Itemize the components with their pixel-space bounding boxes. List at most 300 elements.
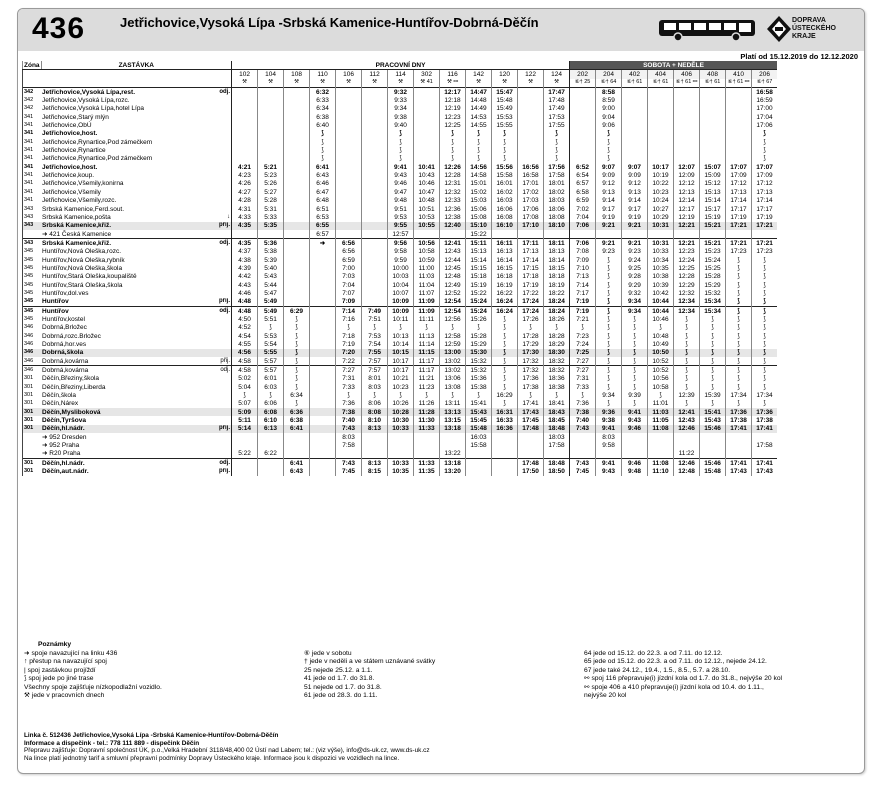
time-cell: ⟆	[284, 315, 310, 323]
note-line: ⟆ spoj jede po jiné trase	[24, 675, 94, 683]
time-cell: ⟆	[726, 340, 752, 348]
time-cell: 10:29	[648, 213, 674, 221]
time-cell: 17:07	[726, 163, 752, 171]
time-cell: ⟆	[674, 383, 700, 391]
notes-col1	[24, 650, 162, 700]
table-row	[23, 239, 778, 248]
stop-direction	[203, 400, 232, 408]
stop-direction	[203, 205, 232, 213]
time-cell: 15:06	[466, 205, 492, 213]
time-cell: ⟆	[700, 332, 726, 340]
time-cell	[284, 213, 310, 221]
time-cell: 10:24	[648, 197, 674, 205]
time-cell: ⟆	[284, 400, 310, 408]
time-cell: ⟆	[752, 366, 778, 375]
time-cell	[544, 230, 570, 239]
transport-logo-icon	[766, 15, 792, 43]
train-number: 302	[414, 70, 440, 79]
zone-cell: 343	[23, 239, 42, 248]
stop-name: Jetřichovice,Všemily,rozc.	[42, 197, 117, 205]
time-cell: 17:58	[544, 171, 570, 179]
time-cell: ⟆	[466, 391, 492, 399]
time-cell: 10:46	[648, 315, 674, 323]
time-cell	[570, 96, 596, 104]
time-cell: ⟆	[310, 138, 336, 146]
stop-direction	[203, 248, 232, 256]
note-line: 65 jede od 15.12. do 22.3. a od 7.11. do 12.12., nejede 24.12.	[584, 658, 767, 666]
time-cell: 12:23	[440, 113, 466, 121]
time-cell: 12:12	[674, 180, 700, 188]
table-row	[23, 138, 778, 146]
time-cell: 15:55	[492, 121, 518, 129]
time-cell: 11:14	[414, 340, 440, 348]
time-cell: 7:06	[570, 222, 596, 230]
zone-cell: 342	[23, 96, 42, 104]
stop-direction: odj.	[203, 459, 232, 468]
time-cell: 17:26	[518, 315, 544, 323]
time-cell: ⟆	[544, 138, 570, 146]
time-cell	[648, 230, 674, 239]
time-cell: 13:02	[440, 366, 466, 375]
time-cell	[258, 138, 284, 146]
time-cell	[310, 375, 336, 383]
time-cell: ⟆	[752, 146, 778, 154]
stop-direction	[203, 441, 232, 449]
time-cell: ⟆	[726, 306, 752, 315]
time-cell	[622, 88, 648, 97]
note-line: 51 nejede od 1.7. do 31.8.	[304, 683, 382, 691]
time-cell: ⟆	[700, 357, 726, 366]
time-cell: 7:36	[336, 400, 362, 408]
time-cell: 6:29	[284, 306, 310, 315]
table-row	[23, 146, 778, 154]
time-cell: 9:09	[596, 171, 622, 179]
time-cell: 9:47	[388, 188, 414, 196]
time-cell: 11:08	[648, 425, 674, 433]
stop-direction	[203, 138, 232, 146]
stop-direction	[203, 264, 232, 272]
time-cell: 15:10	[466, 222, 492, 230]
time-cell: 17:53	[544, 113, 570, 121]
note-line: Všechny spoje zajišťuje nízkopodlažní vozidlo.	[24, 683, 162, 691]
time-cell: 7:02	[570, 205, 596, 213]
time-cell: 10:46	[414, 180, 440, 188]
time-cell: ⟆	[674, 332, 700, 340]
time-cell: 9:59	[388, 256, 414, 264]
time-cell	[674, 433, 700, 441]
time-cell: 11:07	[414, 289, 440, 297]
timetable-grid	[22, 61, 777, 476]
time-cell: 15:19	[700, 213, 726, 221]
time-cell: 17:13	[726, 188, 752, 196]
time-cell: 12:14	[674, 197, 700, 205]
time-cell: 17:24	[518, 298, 544, 307]
time-cell: 10:11	[388, 315, 414, 323]
time-cell: ⟆	[232, 391, 258, 399]
time-cell: 10:53	[414, 213, 440, 221]
zone-cell: 346	[23, 340, 42, 348]
stop-direction	[203, 324, 232, 332]
time-cell: 4:43	[232, 281, 258, 289]
time-cell	[284, 155, 310, 163]
time-cell: 16:15	[492, 264, 518, 272]
stop-direction	[203, 315, 232, 323]
time-cell: 10:28	[388, 408, 414, 416]
table-row	[23, 468, 778, 476]
time-cell	[310, 416, 336, 424]
time-cell: ⟆	[596, 357, 622, 366]
time-cell: 9:43	[596, 468, 622, 476]
time-cell: 6:59	[336, 256, 362, 264]
time-cell: ⟆	[622, 357, 648, 366]
time-cell: 9:13	[622, 188, 648, 196]
time-cell: ⟆	[284, 324, 310, 332]
time-cell: 10:44	[648, 298, 674, 307]
time-cell: 9:19	[622, 213, 648, 221]
zone-cell: 345	[23, 298, 42, 307]
table-row	[23, 425, 778, 433]
time-cell: 13:15	[440, 416, 466, 424]
footer-info	[24, 732, 430, 762]
time-cell: 4:48	[232, 306, 258, 315]
time-cell: 12:07	[674, 163, 700, 171]
time-cell	[700, 146, 726, 154]
time-cell: ⟆	[700, 315, 726, 323]
table-row	[23, 188, 778, 196]
time-cell	[362, 205, 388, 213]
time-cell	[518, 130, 544, 138]
zone-cell: 341	[23, 163, 42, 171]
time-cell	[674, 130, 700, 138]
time-cell	[336, 105, 362, 113]
zone-cell: 301	[23, 416, 42, 424]
stop-direction	[203, 155, 232, 163]
time-cell: 9:53	[388, 213, 414, 221]
time-cell: 17:00	[752, 105, 778, 113]
time-cell: 16:24	[492, 306, 518, 315]
time-cell: 5:35	[258, 222, 284, 230]
time-cell: ⟆	[596, 138, 622, 146]
zone-cell: 341	[23, 130, 42, 138]
zone-cell: 345	[23, 289, 42, 297]
time-cell: 18:13	[544, 248, 570, 256]
time-cell	[492, 230, 518, 239]
time-cell: 16:06	[492, 205, 518, 213]
footer-contact: Informace a dispečink - tel.: 778 111 889 - dispečink Děčín	[24, 739, 200, 747]
time-cell: ⟆	[518, 391, 544, 399]
time-cell	[648, 130, 674, 138]
table-row	[23, 230, 778, 239]
time-cell: ⟆	[440, 130, 466, 138]
table-row	[23, 306, 778, 315]
time-cell: 13:02	[440, 357, 466, 366]
time-cell: ⟆	[284, 349, 310, 357]
time-cell	[362, 256, 388, 264]
time-cell: 9:46	[622, 459, 648, 468]
stop-name: Děčín,Mysliboková	[41, 408, 203, 416]
time-cell: 7:03	[336, 273, 362, 281]
table-row	[23, 332, 778, 340]
time-cell: 10:52	[648, 357, 674, 366]
time-cell: ⟆	[726, 281, 752, 289]
time-cell: 12:19	[440, 105, 466, 113]
time-cell: ⟆	[700, 349, 726, 357]
time-cell	[362, 264, 388, 272]
stop-name: Huntířov,Stará Oleška,škola	[42, 281, 123, 289]
time-cell: 16:01	[492, 180, 518, 188]
zone-cell	[23, 450, 42, 459]
table-row	[23, 441, 778, 449]
time-cell: ⟆	[726, 264, 752, 272]
time-cell: ⟆	[492, 138, 518, 146]
note-line: ➜ spoje navazující na linku 436	[24, 650, 118, 657]
route-title: Jetřichovice,Vysoká Lípa -Srbská Kamenice-Huntířov-Dobrná-Děčín	[120, 15, 539, 30]
time-cell	[284, 248, 310, 256]
time-cell	[648, 105, 674, 113]
stop-direction	[203, 383, 232, 391]
train-mark: ⑥† 61	[648, 79, 674, 88]
time-cell: 12:21	[674, 239, 700, 248]
time-cell: 11:28	[414, 408, 440, 416]
time-cell	[362, 248, 388, 256]
time-cell: 18:28	[544, 332, 570, 340]
note-line: ⚯ spoj 116 přepravuje(i) jízdní kola od 1.7. do 31.8., nejvýše 20 kol	[584, 675, 783, 683]
time-cell: 10:56	[414, 239, 440, 248]
time-cell: 17:49	[544, 105, 570, 113]
time-cell: 18:45	[544, 416, 570, 424]
time-cell: 6:41	[310, 163, 336, 171]
time-cell: ⟆	[492, 315, 518, 323]
time-cell	[622, 155, 648, 163]
time-cell	[258, 130, 284, 138]
time-cell	[362, 222, 388, 230]
time-cell	[414, 121, 440, 129]
notes-section	[24, 641, 783, 700]
time-cell: 12:28	[440, 171, 466, 179]
time-cell	[700, 105, 726, 113]
table-row	[23, 289, 778, 297]
time-cell	[492, 468, 518, 476]
time-cell	[284, 163, 310, 171]
stop-direction	[203, 332, 232, 340]
train-mark: ⚒	[544, 79, 570, 88]
time-cell: 9:04	[596, 113, 622, 121]
time-cell: 5:47	[258, 289, 284, 297]
stop-direction: ↓	[227, 213, 231, 220]
time-cell: ⟆	[414, 391, 440, 399]
time-cell: ⟆	[674, 366, 700, 375]
time-cell: ⟆	[466, 324, 492, 332]
stop-name: ➜ 952 Dresden	[42, 433, 87, 441]
time-cell	[570, 155, 596, 163]
time-cell	[544, 450, 570, 459]
time-cell: 8:13	[362, 425, 388, 433]
time-cell: ⟆	[726, 289, 752, 297]
time-cell	[284, 450, 310, 459]
stop-name: Děčín,škola	[42, 392, 76, 400]
time-cell: ⟆	[726, 357, 752, 366]
time-cell	[414, 146, 440, 154]
time-cell: 9:21	[596, 239, 622, 248]
time-cell: 15:03	[466, 197, 492, 205]
time-cell: 11:00	[414, 264, 440, 272]
time-cell: 11:22	[674, 450, 700, 459]
time-cell	[570, 146, 596, 154]
time-cell	[232, 130, 258, 138]
time-cell: 9:38	[596, 416, 622, 424]
time-cell	[648, 121, 674, 129]
time-cell	[232, 96, 258, 104]
time-cell: 17:18	[518, 273, 544, 281]
time-cell: 16:11	[492, 239, 518, 248]
time-cell	[336, 188, 362, 196]
time-cell	[674, 113, 700, 121]
time-cell: 9:23	[622, 248, 648, 256]
time-cell: 8:01	[362, 375, 388, 383]
time-cell: 7:54	[362, 340, 388, 348]
time-cell: 6:57	[570, 180, 596, 188]
time-cell: ⟆	[752, 375, 778, 383]
time-cell: 4:23	[232, 171, 258, 179]
time-cell: ⟆	[596, 306, 622, 315]
zone-cell: 342	[23, 105, 42, 113]
time-cell: 12:18	[440, 96, 466, 104]
table-row	[23, 450, 778, 459]
table-row	[23, 180, 778, 188]
time-cell	[362, 197, 388, 205]
stop-direction	[203, 281, 232, 289]
time-cell: ⟆	[388, 130, 414, 138]
time-cell: 6:52	[570, 163, 596, 171]
time-cell: ⟆	[752, 349, 778, 357]
time-cell: 10:33	[648, 248, 674, 256]
time-cell	[674, 230, 700, 239]
time-cell: 7:06	[570, 239, 596, 248]
time-cell: 12:31	[440, 180, 466, 188]
time-cell: 6:10	[258, 416, 284, 424]
time-cell: 15:11	[466, 239, 492, 248]
time-cell	[518, 441, 544, 449]
time-cell: 13:20	[440, 468, 466, 476]
note-line: 67 jede také 24.12., 19.4., 1.5., 8.5., 5.7. a 28.10.	[584, 666, 731, 674]
time-cell: 18:01	[544, 180, 570, 188]
time-cell: 6:34	[310, 105, 336, 113]
time-cell: 12:36	[440, 205, 466, 213]
time-cell: ⟆	[310, 146, 336, 154]
time-cell: ⟆	[492, 383, 518, 391]
stop-direction: odj.	[203, 366, 232, 375]
time-cell: 10:26	[388, 400, 414, 408]
stop-name: Děčín,aut.nádr.	[42, 468, 89, 476]
time-cell: 12:57	[388, 230, 414, 239]
time-cell: 18:26	[544, 315, 570, 323]
time-cell	[622, 138, 648, 146]
time-cell: ⟆	[674, 315, 700, 323]
stop-name: ➜ 952 Praha	[42, 442, 80, 450]
time-cell: 12:25	[674, 264, 700, 272]
stop-name: Huntířov,dol.ves	[42, 289, 89, 297]
time-cell: 16:08	[492, 213, 518, 221]
time-cell: ⟆	[752, 357, 778, 366]
time-cell: 10:48	[414, 197, 440, 205]
time-cell: ⟆	[388, 146, 414, 154]
time-cell: 17:13	[518, 248, 544, 256]
time-cell: 18:15	[544, 264, 570, 272]
time-cell: 5:49	[258, 298, 284, 307]
time-cell	[284, 113, 310, 121]
time-cell: 15:24	[466, 306, 492, 315]
time-cell: 17:41	[752, 459, 778, 468]
train-number: 112	[362, 70, 388, 79]
zone-cell: 341	[23, 197, 42, 205]
time-cell: 17:41	[726, 459, 752, 468]
time-cell: 6:41	[284, 425, 310, 433]
time-cell: 6:03	[258, 383, 284, 391]
time-cell	[336, 138, 362, 146]
time-cell	[362, 281, 388, 289]
time-cell: 5:54	[258, 340, 284, 348]
zone-cell: 346	[23, 349, 42, 357]
train-mark: ⑥† 67	[752, 79, 778, 88]
stop-name: Děčín,Nárex	[42, 400, 79, 408]
time-cell: 12:29	[674, 281, 700, 289]
note-line: † jede v neděli a ve státem uznávané svátky	[304, 658, 436, 666]
time-cell: 9:32	[622, 289, 648, 297]
zone-cell: 341	[23, 188, 42, 196]
time-cell: 17:36	[726, 408, 752, 416]
time-cell: 8:03	[336, 433, 362, 441]
time-cell	[232, 155, 258, 163]
time-cell: 10:15	[388, 349, 414, 357]
time-cell: ⟆	[700, 383, 726, 391]
time-cell	[570, 441, 596, 449]
time-cell: 17:21	[726, 222, 752, 230]
time-cell: ⟆	[596, 264, 622, 272]
time-cell: 10:13	[388, 332, 414, 340]
time-cell: 16:03	[466, 433, 492, 441]
time-cell: 17:06	[518, 205, 544, 213]
stop-name: Srbská Kamenice,Ferd.sout.	[42, 205, 125, 213]
time-cell: 10:55	[414, 222, 440, 230]
stop-direction	[203, 416, 232, 424]
time-cell: 17:36	[518, 375, 544, 383]
weekend-header: SOBOTA + NEDĚLE	[570, 61, 778, 70]
time-cell: ⟆	[596, 332, 622, 340]
time-cell: 7:36	[570, 400, 596, 408]
time-cell: 4:39	[232, 264, 258, 272]
time-cell: 17:29	[518, 340, 544, 348]
stop-direction	[203, 230, 232, 239]
time-cell: 17:43	[752, 468, 778, 476]
train-number: 114	[388, 70, 414, 79]
time-cell	[362, 230, 388, 239]
time-cell: ⟆	[674, 400, 700, 408]
time-cell: 17:28	[518, 332, 544, 340]
time-cell: 17:17	[726, 205, 752, 213]
stop-name: Dobrná,škola	[41, 349, 203, 357]
time-cell	[700, 121, 726, 129]
time-cell: ⟆	[674, 349, 700, 357]
time-cell	[492, 450, 518, 459]
table-row	[23, 298, 778, 307]
time-cell	[284, 197, 310, 205]
time-cell	[492, 441, 518, 449]
time-cell: 16:31	[492, 408, 518, 416]
time-cell: 12:43	[440, 248, 466, 256]
time-cell: 4:52	[232, 324, 258, 332]
time-cell: 12:25	[440, 121, 466, 129]
time-cell: 9:19	[596, 213, 622, 221]
